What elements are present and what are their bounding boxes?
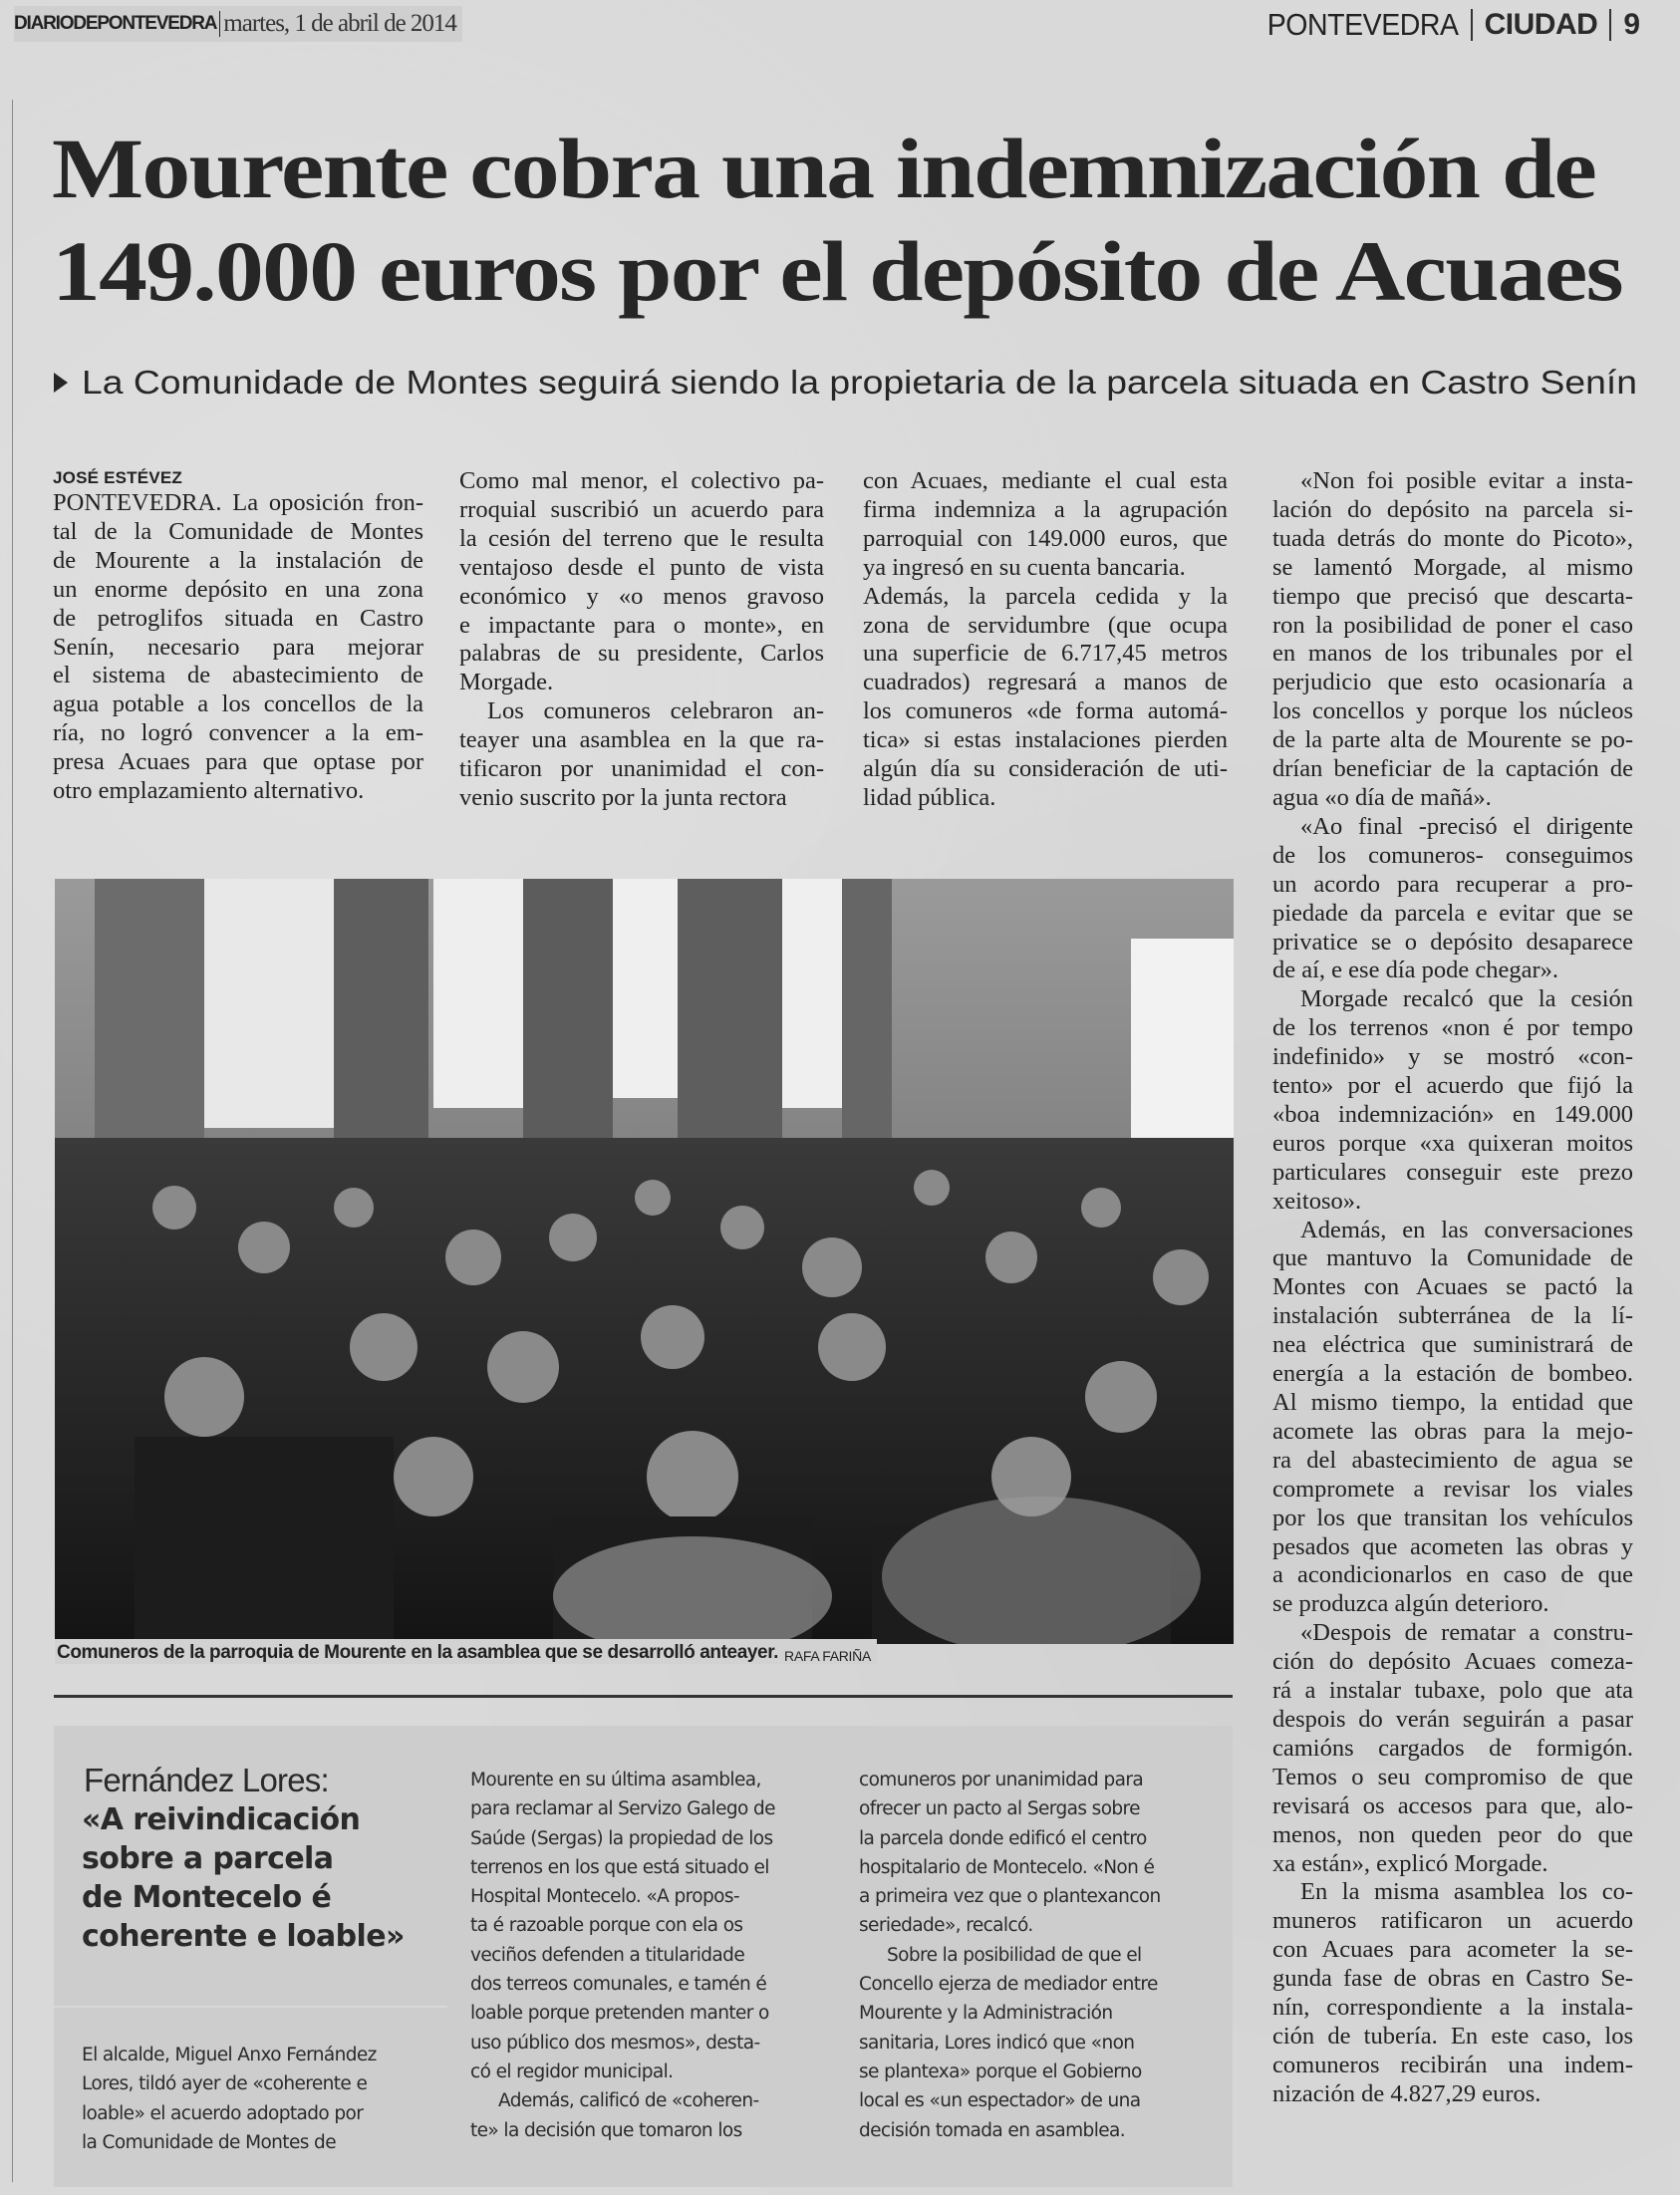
text-line: Morgade. (459, 669, 554, 696)
text-line: «Ao final -precisó el dirigente (1300, 812, 1633, 840)
text-line: tento» por el acuerdo que fijó la (1272, 1072, 1633, 1100)
text-line: «Non foi posible evitar a insta- (1300, 467, 1633, 494)
text-line: nea eléctrica que suministrará de (1272, 1331, 1633, 1359)
section-header (1251, 4, 1640, 46)
text-line: zona de servidumbre (que ocupa (863, 611, 1228, 639)
text-line: tuada detrás do monte do Picoto», (1272, 524, 1633, 552)
issue-date: martes, 1 de abril de 2014 (223, 10, 456, 37)
headline-line: Mourente cobra una indemnización de (52, 121, 1596, 216)
text-line: pesados que acometen las obras y (1272, 1532, 1633, 1560)
text-line: ría, no logró convencer a la em- (53, 719, 423, 747)
text-line: presa Acuaes para que optase por (53, 748, 423, 776)
text-line: se plantexa» porque el Gobierno (859, 2060, 1142, 2082)
text-line: un enorme depósito en una zona (53, 575, 423, 603)
text-line: ción de tubería. En este caso, los (1272, 2022, 1633, 2050)
text-line: hospitalario de Montecelo. «Non é (859, 1856, 1155, 1878)
assembly-photo-illustration (55, 879, 1234, 1644)
text-line: con Acuaes, mediante el cual esta (863, 467, 1228, 494)
text-line: muneros ratificaron un acuerdo (1272, 1907, 1633, 1935)
text-line: ta é razoable porque con ela os (470, 1915, 743, 1937)
text-line: Hospital Montecelo. «A propos- (470, 1886, 739, 1908)
sidebar-title-quote (82, 1800, 405, 1956)
sidebar-separator (54, 2006, 447, 2008)
text-line: agua potable a los concellos de la (53, 690, 423, 718)
masthead-divider (219, 11, 220, 37)
text-line: en manos de los tribunales por el (1272, 640, 1633, 668)
text-line: instalación subterránea de la lí- (1272, 1302, 1633, 1330)
text-line: de petroglifos situada en Castro (53, 604, 423, 632)
text-line: firma indemniza a la agrupación (863, 495, 1228, 523)
sidebar-column-2 (470, 1766, 821, 2145)
text-line: có el regidor municipal. (470, 2060, 674, 2082)
text-line: tica» si estas instalaciones pierden (863, 726, 1228, 754)
section-divider-rule (54, 1695, 1233, 1698)
text-line: gunda fase de obras en Castro Se- (1272, 1965, 1633, 1993)
sidebar-quote-line: «A reivindicación (82, 1802, 361, 1837)
text-line: cuadrados) regresará a manos de (863, 669, 1228, 696)
text-line: Además, en las conversaciones (1300, 1216, 1633, 1243)
text-line: Además, la parcela cedida y la (863, 582, 1228, 610)
text-line: palabras de su presidente, Carlos (459, 640, 824, 668)
text-line: drían beneficiar de la captación de (1272, 755, 1633, 783)
text-line: de aí, e ese día pode chegar». (1272, 957, 1559, 984)
text-line: a primeira vez que o plantexancon (859, 1886, 1161, 1908)
text-line: Senín, necesario para mejorar (53, 633, 423, 661)
section-city: PONTEVEDRA (1266, 7, 1459, 42)
section-divider (1609, 9, 1611, 41)
sidebar-column-1 (82, 2041, 430, 2157)
text-line: económico y «o menos gravoso (459, 582, 824, 610)
text-line: una superficie de 6.717,45 metros (863, 640, 1228, 668)
masthead (14, 6, 462, 42)
text-line: ventajoso desde el punto de vista (459, 553, 824, 581)
photo-caption: Comuneros de la parroquia de Mourente en la asamblea que se desarrolló anteayer. (57, 1642, 779, 1663)
text-line: seriedade», recalcó. (859, 1915, 1033, 1937)
text-line: Al mismo tiempo, la entidad que (1272, 1389, 1633, 1416)
photo-credit: RAFA FARIÑA (784, 1648, 871, 1664)
text-line: Saúde (Sergas) la propiedad de los (470, 1827, 773, 1849)
text-line: los concellos y porque los núcleos (1272, 697, 1633, 725)
text-line: uso público dos mesmos», desta- (470, 2032, 760, 2054)
article-column-4 (1272, 467, 1633, 2109)
text-line: «boa indemnización» en 149.000 (1272, 1100, 1633, 1128)
text-line: te» la decisión que tomaron los (470, 2119, 742, 2141)
text-line: agua «o día de mañá». (1272, 783, 1492, 811)
text-line: tiempo que precisó que descarta- (1272, 582, 1633, 610)
article-column-1 (53, 467, 423, 806)
text-line: un acordo para recuperar a pro- (1272, 870, 1633, 898)
text-line: Sobre la posibilidad de que el (887, 1944, 1142, 1966)
text-line: comuneros por unanimidad para (859, 1770, 1144, 1790)
text-line: camións cargados de formigón. (1272, 1734, 1633, 1762)
text-line: venio suscrito por la junta rectora (459, 783, 787, 811)
sidebar-quote-line: de Montecelo é (82, 1880, 332, 1915)
text-line: En la misma asamblea los co- (1300, 1878, 1633, 1906)
article-column-3 (863, 467, 1228, 813)
text-line: nización de 4.827,29 euros. (1272, 2079, 1541, 2107)
newspaper-logo: DIARIODEPONTEVEDRA (14, 13, 217, 34)
text-line: con Acuaes para acometer la se- (1272, 1936, 1633, 1964)
text-line: Además, calificó de «coheren- (498, 2090, 759, 2112)
text-line: decisión tomada en asamblea. (859, 2119, 1126, 2141)
sidebar-quote-line: coherente e loable» (82, 1919, 405, 1954)
text-line: perjudicio que esto ocasionaría a (1272, 669, 1633, 696)
byline: JOSÉ ESTÉVEZ (53, 468, 182, 487)
text-line: se lamentó Morgade, al mismo (1272, 553, 1633, 581)
text-line: local es «un espectador» de una (859, 2090, 1141, 2112)
text-line: el sistema de abastecimiento de (53, 662, 423, 689)
text-line: por los que transitan los vehículos (1272, 1504, 1633, 1531)
text-line: Concello ejerza de mediador entre (859, 1974, 1158, 1996)
text-line: Morgade recalcó que la cesión (1300, 985, 1633, 1013)
page-edge-rule (12, 100, 13, 2182)
text-line: xeitoso». (1272, 1187, 1362, 1215)
sidebar-column-3 (859, 1766, 1208, 2145)
text-line: dos terreos comunales, e tamén é (470, 1974, 767, 1996)
triangle-bullet-icon (54, 373, 68, 393)
text-line: se produzca algún deterioro. (1272, 1590, 1549, 1618)
text-line: veciños defenden a titularidade (470, 1944, 745, 1966)
text-line: la Comunidade de Montes de (82, 2131, 336, 2153)
text-line: la cesión del terreno que le resulta (459, 524, 824, 552)
text-line: de Mourente a la instalación de (53, 546, 423, 574)
text-line: tificaron por unanimidad el con- (459, 755, 824, 783)
text-line: nín, correspondiente a la instala- (1272, 1994, 1633, 2022)
text-line: Lores, tildó ayer de «coherente e (82, 2073, 368, 2095)
text-line: Montes con Acuaes se pactó la (1272, 1273, 1633, 1301)
text-line: Temos o seu compromiso de que (1272, 1763, 1633, 1790)
article-column-2 (459, 467, 824, 813)
text-line: loable porque pretenden manter o (470, 2003, 769, 2025)
text-line: a acondicionarlos en caso de que (1272, 1561, 1633, 1589)
text-line: terrenos en los que está situado el (470, 1856, 769, 1878)
article-headline (52, 118, 1680, 323)
sidebar-quote-line: sobre a parcela (82, 1841, 334, 1876)
text-line: lación do depósito na parcela si- (1272, 495, 1633, 523)
text-line: de la parte alta de Mourente se po- (1272, 726, 1633, 754)
text-line: de los comuneros- conseguimos (1272, 841, 1633, 869)
text-line: acomete las obras para la mejo- (1272, 1417, 1633, 1445)
text-line: Mourente en su última asamblea, (470, 1770, 761, 1790)
text-line: particulares conseguir este prezo (1272, 1158, 1633, 1186)
text-line: Como mal menor, el colectivo pa- (459, 467, 824, 494)
text-line: PONTEVEDRA. La oposición fron- (53, 489, 423, 516)
text-line: ción do depósito Acuaes comeza- (1272, 1648, 1633, 1676)
text-line: privatice se o depósito desaparece (1272, 928, 1633, 956)
text-line: los comuneros «de forma automá- (863, 697, 1228, 725)
text-line: revisará os accesos para que, alo- (1272, 1791, 1633, 1819)
text-line: la parcela donde edificó el centro (859, 1827, 1147, 1849)
photo-caption-bar (55, 1639, 877, 1664)
text-line: piedade da parcela e evitar que se (1272, 899, 1633, 927)
text-line: ofrecer un pacto al Sergas sobre (859, 1798, 1140, 1820)
text-line: indefinido» y se mostró «con- (1272, 1043, 1633, 1071)
text-line: e impactante para o monte», en (459, 611, 824, 639)
text-line: de los terrenos «non é por tempo (1272, 1014, 1633, 1042)
text-line: energía a la estación de bombeo. (1272, 1360, 1633, 1388)
text-line: rroquial suscribió un acuerdo para (459, 495, 824, 523)
text-line: ra del abastecimiento de agua se (1272, 1446, 1633, 1474)
text-line: teayer una asamblea en la que ra- (459, 726, 824, 754)
text-line: Los comuneros celebraron an- (487, 697, 824, 725)
text-line: Mourente y la Administración (859, 2003, 1113, 2025)
text-line: «Despois de rematar a constru- (1300, 1619, 1633, 1647)
article-photo (55, 879, 1234, 1644)
text-line: algún día su consideración de uti- (863, 755, 1228, 783)
text-line: xa están», explicó Morgade. (1272, 1849, 1548, 1877)
section-divider (1471, 9, 1473, 41)
text-line: loable» el acuerdo adoptado por (82, 2102, 364, 2124)
text-line: que mantuvo la Comunidade de (1272, 1244, 1633, 1272)
text-line: para reclamar al Servizo Galego de (470, 1798, 775, 1820)
article-subheadline (54, 364, 1637, 402)
text-line: ya ingresó en su cuenta bancaria. (863, 553, 1186, 581)
text-line: tal de la Comunidade de Montes (53, 517, 423, 545)
section-name: CIUDAD (1484, 8, 1598, 41)
page-number: 9 (1623, 8, 1640, 41)
text-line: lidad pública. (863, 783, 996, 811)
subheadline-text: La Comunidade de Montes seguirá siendo la propietaria de la parcela situada en Castro Senín (82, 364, 1637, 401)
text-line: otro emplazamiento alternativo. (53, 777, 365, 805)
text-line: ron la posibilidad de poner el caso (1272, 611, 1633, 639)
text-line: menos, non queden peor do que (1272, 1820, 1633, 1848)
text-line: euros porque «xa quixeran moitos (1272, 1129, 1633, 1157)
text-line: El alcalde, Miguel Anxo Fernández (82, 2045, 377, 2065)
headline-line: 149.000 euros por el depósito de Acuaes (52, 223, 1622, 319)
text-line: rá a instalar tubaxe, polo que ata (1272, 1677, 1633, 1705)
text-line: sanitaria, Lores indicó que «non (859, 2032, 1135, 2054)
text-line: despois do verán seguirán a pasar (1272, 1705, 1633, 1733)
text-line: parroquial con 149.000 euros, que (863, 524, 1228, 552)
sidebar-title-name: Fernández Lores: (84, 1762, 329, 1798)
text-line: compromete a revisar los viales (1272, 1475, 1633, 1503)
text-line: comuneros recibirán una indem- (1272, 2051, 1633, 2078)
